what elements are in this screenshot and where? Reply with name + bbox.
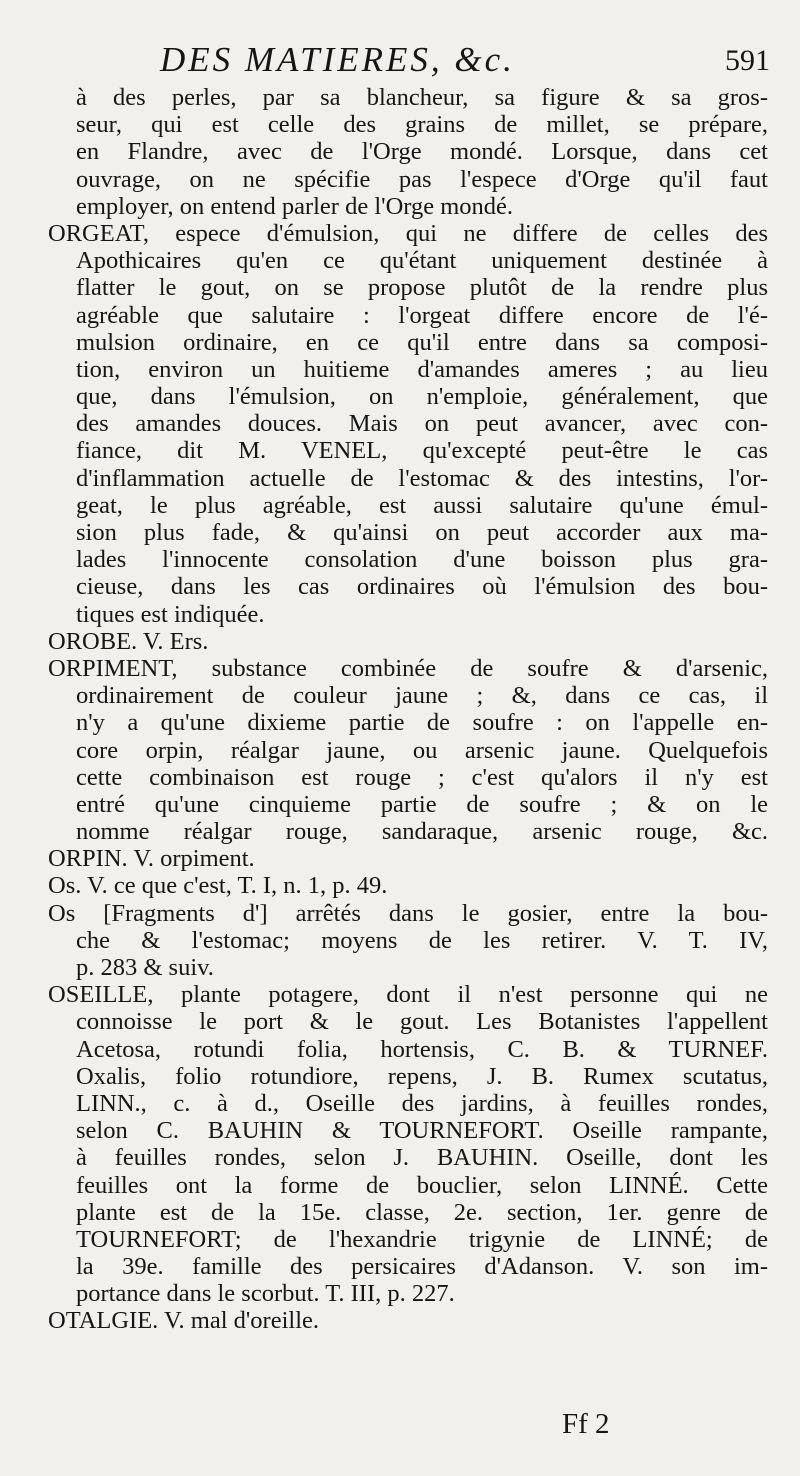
text-line: portance dans le scorbut. T. III, p. 227. — [76, 1280, 455, 1308]
text-line: des amandes douces. Mais on peut avancer, avec con- — [76, 410, 768, 438]
entry-headword-line: Os. V. ce que c'est, T. I, n. 1, p. 49. — [48, 872, 388, 900]
text-line: en Flandre, avec de l'Orge mondé. Lorsque, dans cet — [76, 138, 768, 166]
text-line: plante est de la 15e. classe, 2e. section, 1er. genre de — [76, 1198, 768, 1226]
entry-headword-line: ORGEAT, espece d'émulsion, qui ne differe de celles des — [48, 219, 768, 247]
text-line: p. 283 & suiv. — [76, 954, 214, 981]
text-line: mulsion ordinaire, en ce qu'il entre dans sa composi- — [76, 328, 768, 356]
text-line: Acetosa, rotundi folia, hortensis, C. B. & TURNEF. — [76, 1035, 768, 1063]
entry-headword-line: OTALGIE. V. mal d'oreille. — [48, 1307, 319, 1335]
text-line: nomme réalgar rouge, sandaraque, arsenic rouge, &c. — [76, 818, 768, 846]
text-line: cette combinaison est rouge ; c'est qu'alors il n'y est — [76, 763, 768, 791]
entry-headword-line: ORPIN. V. orpiment. — [48, 845, 255, 873]
text-line: tiques est indiquée. — [76, 600, 265, 628]
text-line: flatter le gout, on se propose plutôt de la rendre plus — [76, 274, 768, 302]
entry-headword-line: OSEILLE, plante potagere, dont il n'est personne qui ne — [48, 981, 768, 1009]
text-line: selon C. BAUHIN & TOURNEFORT. Oseille rampante, — [76, 1117, 768, 1145]
text-line: n'y a qu'une dixieme partie de soufre : on l'appelle en- — [76, 709, 768, 737]
text-line: TOURNEFORT; de l'hexandrie trigynie de LINNÉ; de — [76, 1225, 768, 1253]
text-line: d'inflammation actuelle de l'estomac & des intestins, l'or- — [76, 464, 768, 492]
entry-headword-line: OROBE. V. Ers. — [48, 627, 209, 655]
text-line: entré qu'une cinquieme partie de soufre ; & on le — [76, 790, 768, 818]
text-line: agréable que salutaire : l'orgeat differe encore de l'é- — [76, 301, 768, 329]
text-line: lades l'innocente consolation d'une boisson plus gra- — [76, 546, 768, 574]
text-line: LINN., c. à d., Oseille des jardins, à feuilles rondes, — [76, 1089, 768, 1117]
text-line: fiance, dit M. VENEL, qu'excepté peut-être le cas — [76, 437, 768, 465]
text-line: Oxalis, folio rotundiore, repens, J. B. Rumex scutatus, — [76, 1062, 768, 1090]
entry-headword-line: ORPIMENT, substance combinée de soufre & d'arsenic, — [48, 654, 768, 682]
signature-mark: Ff 2 — [562, 1408, 610, 1440]
text-line: que, dans l'émulsion, on n'emploie, généralement, que — [76, 383, 768, 411]
text-line: ordinairement de couleur jaune ; &, dans ce cas, il — [76, 682, 768, 710]
text-line: cieuse, dans les cas ordinaires où l'émulsion des bou- — [76, 573, 768, 601]
text-line: à des perles, par sa blancheur, sa figure & sa gros- — [76, 84, 768, 111]
text-line: à feuilles rondes, selon J. BAUHIN. Oseille, dont les — [76, 1144, 768, 1172]
text-line: che & l'estomac; moyens de les retirer. V. T. IV, — [76, 926, 768, 954]
text-line: core orpin, réalgar jaune, ou arsenic jaune. Quelquefois — [76, 736, 768, 764]
text-line: sion plus fade, & qu'ainsi on peut accorder aux ma- — [76, 519, 768, 546]
entry-headword-line: Os [Fragments d'] arrêtés dans le gosier, entre la bou- — [48, 899, 768, 927]
text-line: feuilles ont la forme de bouclier, selon LINNÉ. Cette — [76, 1171, 768, 1199]
text-line: tion, environ un huitieme d'amandes ameres ; au lieu — [76, 355, 768, 383]
text-line: seur, qui est celle des grains de millet, se prépare, — [76, 111, 768, 139]
page-number: 591 — [725, 44, 770, 77]
header-title: DES MATIERES, &c. — [160, 40, 515, 79]
text-line: ouvrage, on ne spécifie pas l'espece d'Orge qu'il faut — [76, 165, 768, 193]
running-header — [160, 40, 770, 90]
text-line: geat, le plus agréable, est aussi salutaire qu'une émul- — [76, 491, 768, 519]
index-text — [48, 84, 768, 1335]
text-line: employer, on entend parler de l'Orge mondé. — [76, 192, 514, 220]
text-line: Apothicaires qu'en ce qu'étant uniquement destinée à — [76, 247, 768, 275]
text-line: la 39e. famille des persicaires d'Adanson. V. son im- — [76, 1253, 768, 1281]
text-line: connoisse le port & le gout. Les Botanistes l'appellent — [76, 1008, 768, 1036]
